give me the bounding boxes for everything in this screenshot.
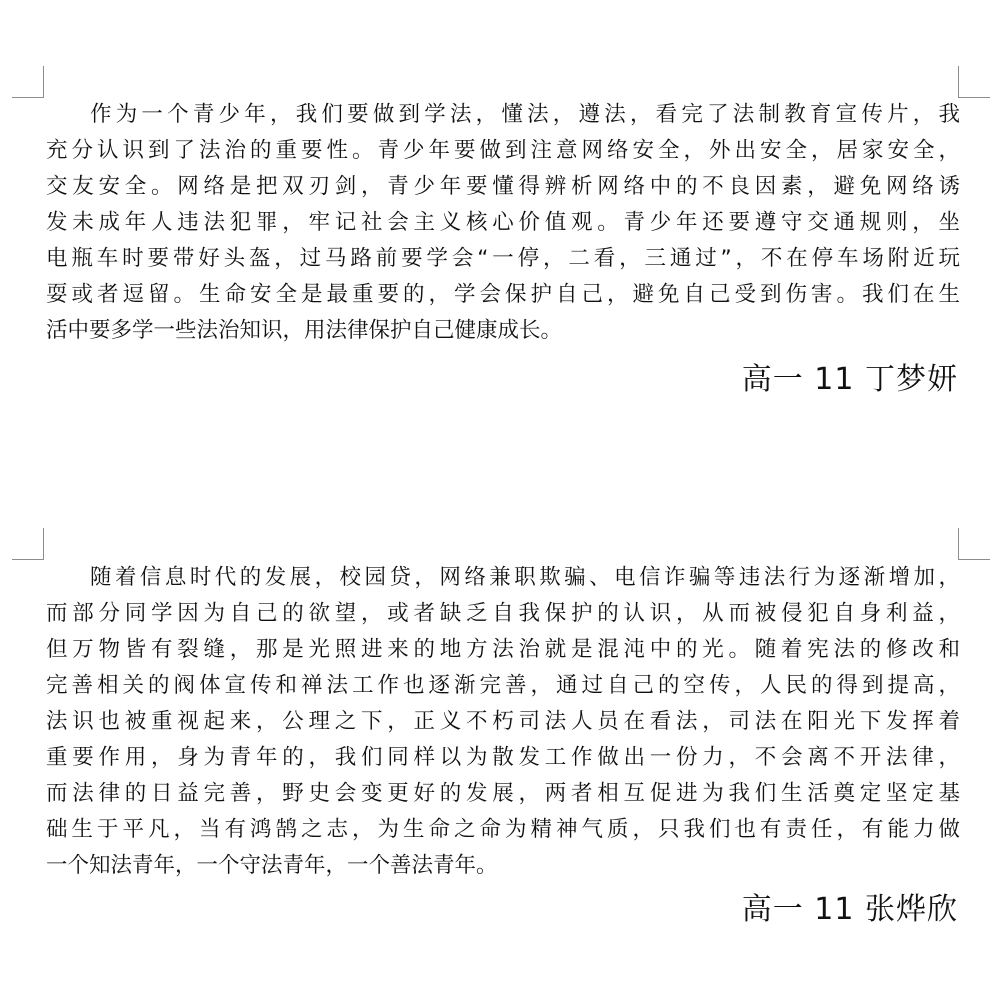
text-line: 交友安全。网络是把双刃剑，青少年要懂得辨析网络中的不良因素，避免网络诱: [46, 174, 960, 199]
essay-paragraph: [46, 560, 960, 884]
document-page-2: [0, 500, 1000, 1000]
text-line: 重要作用，身为青年的，我们同样以为散发工作做出一份力，不会离不开法律，: [46, 745, 960, 770]
essay-paragraph: [46, 97, 960, 349]
text-line: 而部分同学因为自己的欲望，或者缺乏自我保护的认识，从而被侵犯自身利益，: [46, 601, 960, 626]
text-line: 电瓶车时要带好头盔，过马路前要学会“一停，二看，三通过”，不在停车场附近玩: [46, 246, 960, 271]
crop-mark-top-right: [958, 66, 990, 98]
text-line: 但万物皆有裂缝，那是光照进来的地方法治就是混沌中的光。随着宪法的修改和: [46, 637, 960, 662]
text-line: 完善相关的阀体宣传和禅法工作也逐渐完善，通过自己的空传，人民的得到提高，: [46, 673, 960, 698]
crop-mark-top-left: [12, 66, 44, 98]
text-line: 一个知法青年，一个守法青年，一个善法青年。: [46, 853, 498, 878]
text-line: 而法律的日益完善，野史会变更好的发展，两者相互促进为我们生活奠定坚定基: [46, 781, 960, 806]
crop-mark-top-left: [12, 528, 44, 560]
crop-mark-top-right: [958, 528, 990, 560]
text-line: 充分认识到了法治的重要性。青少年要做到注意网络安全，外出安全，居家安全，: [46, 138, 960, 163]
author-signature: 高一 11 张烨欣: [741, 892, 958, 927]
text-line: 法识也被重视起来，公理之下，正义不朽司法人员在看法，司法在阳光下发挥着: [46, 709, 960, 734]
text-line: 耍或者逗留。生命安全是最重要的，学会保护自己，避免自己受到伤害。我们在生: [46, 282, 960, 307]
text-line: 作为一个青少年，我们要做到学法，懂法，遵法，看完了法制教育宣传片，我: [90, 102, 960, 127]
text-line: 活中要多学一些法治知识，用法律保护自己健康成长。: [46, 318, 563, 343]
author-signature: 高一 11 丁梦妍: [741, 362, 958, 397]
text-line: 随着信息时代的发展，校园贷，网络兼职欺骗、电信诈骗等违法行为逐渐增加，: [90, 565, 960, 590]
text-line: 础生于平凡，当有鸿鹄之志，为生命之命为精神气质，只我们也有责任，有能力做: [46, 817, 960, 842]
text-line: 发未成年人违法犯罪，牢记社会主义核心价值观。青少年还要遵守交通规则，坐: [46, 210, 960, 235]
